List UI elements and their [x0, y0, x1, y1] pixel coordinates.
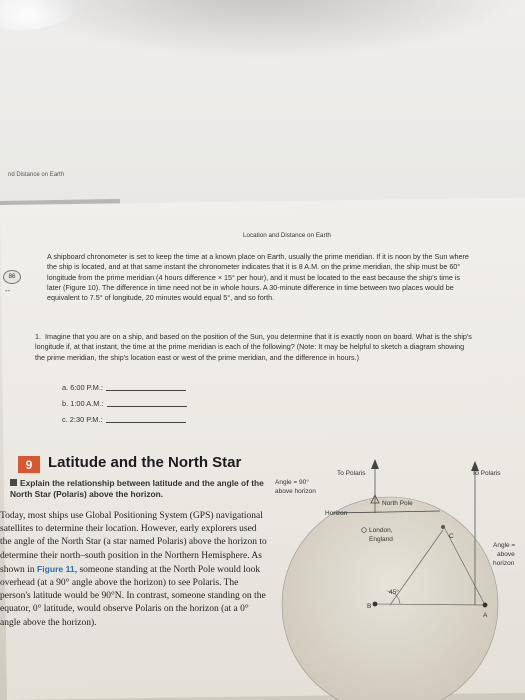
- bullet-square-icon: [10, 479, 17, 486]
- point-b: [373, 602, 378, 607]
- point-c: [441, 525, 445, 529]
- answer-label: c. 2:30 P.M.:: [62, 415, 103, 424]
- answer-item-c[interactable]: [62, 415, 186, 424]
- section-number: 9: [18, 456, 40, 473]
- label-angle-right-line3: horizon: [493, 560, 515, 567]
- question-1: [35, 332, 475, 363]
- label-c: C: [449, 533, 454, 540]
- running-header: Location and Distance on Earth: [243, 232, 331, 239]
- page-number-dash: --: [5, 286, 11, 295]
- paragraph-part: , someone standing at the North Pole would look overhead (at a 90° angle above the horizon) to see Polaris. The person's latitude would be 90°N. In contrast, someone standing on the equator, 0° latitude, would observe Polaris on the horizon (at a 0° angle above the horizon).: [0, 564, 266, 628]
- paragraph-part: Today, most ships use Global Positioning System (GPS) navigational satellites to determine their location. However, early explorers used the angle of the North Star (a star named Polaris) above the horizon to determine their north–south position in the Northern Hemisphere. As shown in: [0, 511, 267, 575]
- learning-objective: [10, 478, 270, 500]
- answer-label: b. 1:00 A.M.:: [62, 399, 104, 408]
- answer-label: a. 6:00 P.M.:: [62, 383, 103, 392]
- objective-text: Explain the relationship between latitude and the angle of the North Star (Polaris) above the horizon.: [10, 478, 264, 499]
- shadow: [0, 0, 525, 60]
- label-to-polaris-2: To Polaris: [472, 470, 501, 477]
- intro-paragraph: A shipboard chronometer is set to keep the time at a known place on Earth, usually the prime meridian. If it is noon by the Sun where the ship is located, and at that same instant the chronometer indicates that it is 8 A.M. on the prime meridian, the ship must be 60° longitude from the prime meridian (4 hours difference × 15° per hour), and it must be located to the east because the ship's time is later (Figure 10). The difference in time need not be in whole hours. A 30-minute difference in time between two places would be equivalent to 7.5° of longitude, 20 minutes would equal 5°, and so forth.: [47, 252, 469, 303]
- section-title: Latitude and the North Star: [48, 454, 242, 471]
- answer-item-b[interactable]: [62, 399, 187, 408]
- question-number: 1.: [35, 332, 41, 341]
- section-paragraph: [0, 510, 270, 630]
- label-angle-45: 45°: [389, 589, 399, 596]
- figure-11-diagram: [265, 455, 525, 700]
- label-to-polaris-1: To Polaris: [337, 470, 366, 477]
- label-angle-right-line2: above: [497, 551, 515, 558]
- answer-blank[interactable]: [107, 406, 187, 407]
- label-angle-90-line1: Angle = 90°: [275, 479, 309, 486]
- previous-page-header: nd Distance on Earth: [8, 172, 65, 178]
- label-london-line1: London,: [369, 527, 393, 534]
- label-angle-90-line2: above horizon: [275, 488, 316, 495]
- polaris-arrow-icon: [371, 459, 379, 469]
- label-london-line2: England: [369, 536, 393, 543]
- question-text: Imagine that you are on a ship, and based on the position of the Sun, you determine that it is exactly noon on board. What is the ship's longitude if, at that instant, the time at the prime meridian is each of the following? (Note: It may be helpful to sketch a diagram showing the prime meridian, the ship's location east or west of the prime meridian, and the difference in hours.): [35, 332, 472, 362]
- label-angle-right-line1: Angle =: [493, 542, 516, 549]
- label-b: B: [367, 603, 372, 610]
- answer-item-a[interactable]: [62, 383, 186, 392]
- page-number-badge: [3, 270, 21, 284]
- figure-reference-link[interactable]: Figure 11: [36, 563, 75, 574]
- label-a: A: [483, 612, 488, 619]
- page-number: 86: [8, 274, 16, 280]
- point-a: [483, 603, 488, 608]
- answer-blank[interactable]: [106, 422, 186, 423]
- answer-blank[interactable]: [106, 390, 186, 391]
- label-north-pole: North Pole: [382, 500, 413, 507]
- label-horizon: Horizon: [325, 510, 348, 517]
